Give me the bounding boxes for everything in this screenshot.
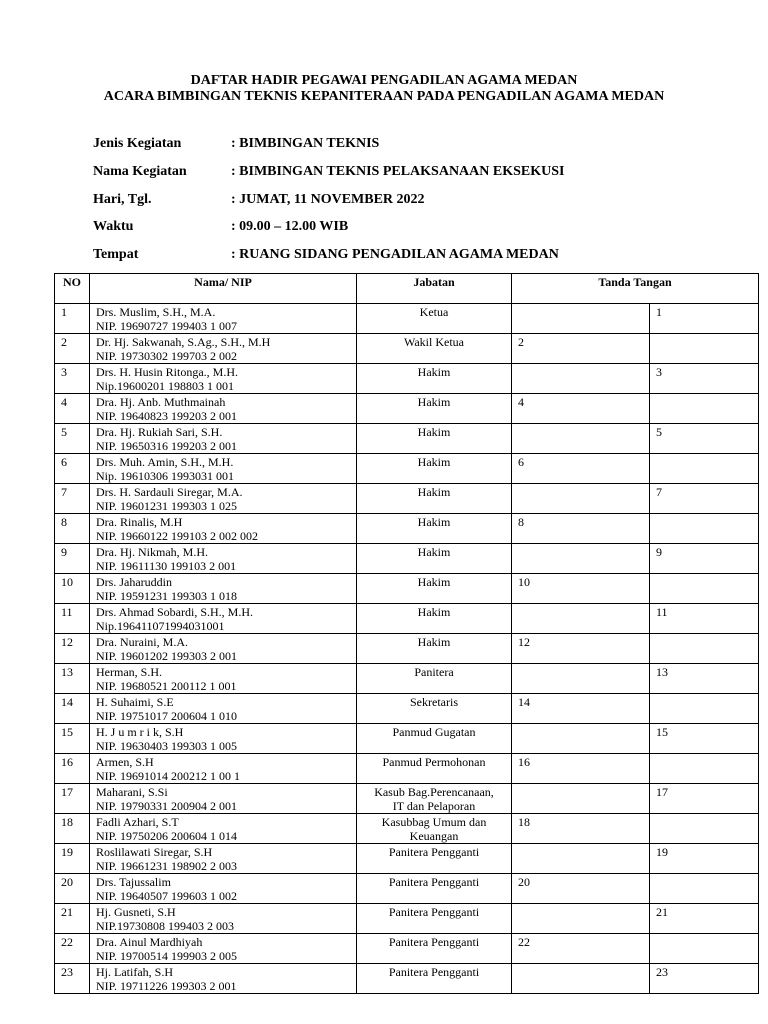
row-number: 21 — [55, 904, 90, 934]
name-nip-cell — [90, 784, 357, 814]
header-name: Nama/ NIP — [90, 274, 357, 304]
table-row — [55, 874, 759, 904]
signature-cell-right[interactable] — [650, 574, 759, 604]
name-nip-cell — [90, 694, 357, 724]
jabatan-cell: Hakim — [357, 424, 512, 454]
table-row — [55, 664, 759, 694]
employee-nip: NIP. 19660122 199103 2 002 002 — [96, 529, 259, 543]
row-number: 18 — [55, 814, 90, 844]
signature-cell-right[interactable] — [650, 874, 759, 904]
header-jabatan: Jabatan — [357, 274, 512, 304]
jabatan-cell: Hakim — [357, 634, 512, 664]
row-number: 5 — [55, 424, 90, 454]
table-row — [55, 424, 759, 454]
table-header-row — [55, 274, 759, 304]
info-label: Jenis Kegiatan — [93, 136, 182, 151]
jabatan-cell: Sekretaris — [357, 694, 512, 724]
signature-cell-left[interactable]: 20 — [512, 874, 650, 904]
employee-nip: NIP. 19611130 199103 2 001 — [96, 559, 237, 573]
employee-name: Drs. Jaharuddin — [96, 575, 172, 589]
employee-nip: NIP. 19691014 200212 1 00 1 — [96, 769, 241, 783]
signature-cell-left[interactable] — [512, 424, 650, 454]
jabatan-cell: Hakim — [357, 484, 512, 514]
row-number: 14 — [55, 694, 90, 724]
employee-nip: NIP. 19680521 200112 1 001 — [96, 679, 237, 693]
signature-cell-right[interactable]: 23 — [650, 964, 759, 994]
employee-nip: NIP. 19790331 200904 2 001 — [96, 799, 238, 813]
row-number: 19 — [55, 844, 90, 874]
table-row — [55, 454, 759, 484]
table-row — [55, 784, 759, 814]
signature-cell-right[interactable]: 13 — [650, 664, 759, 694]
signature-cell-left[interactable]: 6 — [512, 454, 650, 484]
info-label: Nama Kegiatan — [93, 164, 187, 179]
jabatan-cell: Ketua — [357, 304, 512, 334]
employee-name: Armen, S.H — [96, 755, 154, 769]
employee-name: Dra. Hj. Anb. Muthmainah — [96, 395, 226, 409]
signature-cell-left[interactable]: 10 — [512, 574, 650, 604]
info-label: Hari, Tgl. — [93, 192, 152, 207]
table-row — [55, 754, 759, 784]
table-row — [55, 604, 759, 634]
signature-cell-right[interactable]: 11 — [650, 604, 759, 634]
table-row — [55, 394, 759, 424]
employee-name: Roslilawati Siregar, S.H — [96, 845, 213, 859]
employee-name: Drs. Ahmad Sobardi, S.H., M.H. — [96, 605, 254, 619]
row-number: 20 — [55, 874, 90, 904]
employee-nip: Nip. 19610306 1993031 001 — [96, 469, 234, 483]
row-number: 6 — [55, 454, 90, 484]
name-nip-cell — [90, 664, 357, 694]
employee-nip: NIP. 19591231 199303 1 018 — [96, 589, 238, 603]
signature-cell-left[interactable]: 8 — [512, 514, 650, 544]
employee-nip: NIP. 19751017 200604 1 010 — [96, 709, 238, 723]
jabatan-cell: Panmud Gugatan — [357, 724, 512, 754]
jabatan-cell: Panitera Pengganti — [357, 934, 512, 964]
employee-name: Dra. Nuraini, M.A. — [96, 635, 188, 649]
signature-cell-left[interactable]: 4 — [512, 394, 650, 424]
signature-cell-right[interactable] — [650, 454, 759, 484]
employee-name: Drs. Muslim, S.H., M.A. — [96, 305, 216, 319]
employee-nip: NIP. 19711226 199303 2 001 — [96, 979, 237, 993]
signature-cell-left[interactable] — [512, 844, 650, 874]
name-nip-cell — [90, 364, 357, 394]
jabatan-cell: Panitera — [357, 664, 512, 694]
signature-cell-left[interactable] — [512, 904, 650, 934]
signature-cell-left[interactable] — [512, 604, 650, 634]
employee-nip: NIP. 19750206 200604 1 014 — [96, 829, 238, 843]
name-nip-cell — [90, 874, 357, 904]
table-row — [55, 514, 759, 544]
employee-name: Dra. Hj. Rukiah Sari, S.H. — [96, 425, 223, 439]
name-nip-cell — [90, 844, 357, 874]
signature-cell-right[interactable] — [650, 754, 759, 784]
row-number: 22 — [55, 934, 90, 964]
signature-cell-right[interactable]: 19 — [650, 844, 759, 874]
info-value: : BIMBINGAN TEKNIS PELAKSANAAN EKSEKUSI — [231, 164, 565, 179]
name-nip-cell — [90, 814, 357, 844]
info-value: : JUMAT, 11 NOVEMBER 2022 — [231, 192, 425, 207]
employee-name: Dra. Hj. Nikmah, M.H. — [96, 545, 208, 559]
signature-cell-left[interactable]: 16 — [512, 754, 650, 784]
employee-name: Dr. Hj. Sakwanah, S.Ag., S.H., M.H — [96, 335, 271, 349]
table-row — [55, 574, 759, 604]
table-row — [55, 724, 759, 754]
row-number: 7 — [55, 484, 90, 514]
signature-cell-left[interactable]: 22 — [512, 934, 650, 964]
signature-cell-left[interactable] — [512, 784, 650, 814]
name-nip-cell — [90, 724, 357, 754]
employee-nip: NIP. 19650316 199203 2 001 — [96, 439, 238, 453]
jabatan-cell: Hakim — [357, 364, 512, 394]
signature-cell-left[interactable] — [512, 364, 650, 394]
employee-nip: NIP. 19640823 199203 2 001 — [96, 409, 238, 423]
row-number: 10 — [55, 574, 90, 604]
document-title: DAFTAR HADIR PEGAWAI PENGADILAN AGAMA MEDAN — [190, 73, 578, 88]
table-row — [55, 934, 759, 964]
jabatan-cell: Kasubbag Umum dan Keuangan — [357, 814, 512, 844]
name-nip-cell — [90, 514, 357, 544]
signature-cell-left[interactable]: 12 — [512, 634, 650, 664]
signature-cell-left[interactable] — [512, 544, 650, 574]
table-body — [55, 304, 759, 994]
table-row — [55, 904, 759, 934]
employee-name: Fadli Azhari, S.T — [96, 815, 179, 829]
employee-nip: Nip.196411071994031001 — [96, 619, 225, 633]
jabatan-cell: Panmud Permohonan — [357, 754, 512, 784]
table-row — [55, 334, 759, 364]
signature-cell-left[interactable] — [512, 304, 650, 334]
jabatan-cell: Hakim — [357, 604, 512, 634]
name-nip-cell — [90, 604, 357, 634]
employee-nip: NIP. 19690727 199403 1 007 — [96, 319, 238, 333]
header-tanda-tangan: Tanda Tangan — [512, 274, 759, 304]
employee-name: Dra. Ainul Mardhiyah — [96, 935, 203, 949]
employee-name: Hj. Gusneti, S.H — [96, 905, 176, 919]
info-value: : RUANG SIDANG PENGADILAN AGAMA MEDAN — [231, 247, 559, 262]
jabatan-cell: Panitera Pengganti — [357, 904, 512, 934]
name-nip-cell — [90, 754, 357, 784]
signature-cell-left[interactable]: 2 — [512, 334, 650, 364]
name-nip-cell — [90, 904, 357, 934]
name-nip-cell — [90, 964, 357, 994]
employee-name: Drs. Tajussalim — [96, 875, 171, 889]
jabatan-cell: Hakim — [357, 454, 512, 484]
row-number: 12 — [55, 634, 90, 664]
employee-name: Drs. H. Husin Ritonga., M.H. — [96, 365, 239, 379]
name-nip-cell — [90, 574, 357, 604]
table-row — [55, 964, 759, 994]
info-value: : BIMBINGAN TEKNIS — [231, 136, 380, 151]
signature-cell-right[interactable] — [650, 334, 759, 364]
signature-cell-right[interactable]: 1 — [650, 304, 759, 334]
signature-cell-right[interactable] — [650, 634, 759, 664]
employee-name: Hj. Latifah, S.H — [96, 965, 173, 979]
name-nip-cell — [90, 304, 357, 334]
row-number: 16 — [55, 754, 90, 784]
name-nip-cell — [90, 454, 357, 484]
signature-cell-right[interactable]: 15 — [650, 724, 759, 754]
table-row — [55, 484, 759, 514]
employee-name: H. J u m r i k, S.H — [96, 725, 184, 739]
jabatan-cell: Kasub Bag.Perencanaan, IT dan Pelaporan — [357, 784, 512, 814]
header-no: NO — [55, 274, 90, 304]
name-nip-cell — [90, 394, 357, 424]
jabatan-cell: Hakim — [357, 514, 512, 544]
table-row — [55, 364, 759, 394]
employee-name: Drs. H. Sardauli Siregar, M.A. — [96, 485, 243, 499]
row-number: 3 — [55, 364, 90, 394]
employee-nip: NIP. 19601231 199303 1 025 — [96, 499, 238, 513]
document-subtitle: ACARA BIMBINGAN TEKNIS KEPANITERAAN PADA PENGADILAN AGAMA MEDAN — [103, 89, 665, 104]
name-nip-cell — [90, 544, 357, 574]
info-label: Waktu — [93, 219, 134, 234]
signature-cell-right[interactable]: 17 — [650, 784, 759, 814]
employee-name: H. Suhaimi, S.E — [96, 695, 174, 709]
row-number: 15 — [55, 724, 90, 754]
name-nip-cell — [90, 934, 357, 964]
row-number: 9 — [55, 544, 90, 574]
employee-nip: NIP. 19630403 199303 1 005 — [96, 739, 238, 753]
signature-cell-right[interactable] — [650, 814, 759, 844]
name-nip-cell — [90, 424, 357, 454]
employee-nip: NIP. 19700514 199903 2 005 — [96, 949, 238, 963]
row-number: 13 — [55, 664, 90, 694]
table-row — [55, 814, 759, 844]
employee-nip: Nip.19600201 198803 1 001 — [96, 379, 234, 393]
row-number: 8 — [55, 514, 90, 544]
employee-name: Drs. Muh. Amin, S.H., M.H. — [96, 455, 234, 469]
employee-nip: NIP.19730808 199403 2 003 — [96, 919, 235, 933]
signature-cell-left[interactable] — [512, 484, 650, 514]
signature-cell-right[interactable] — [650, 694, 759, 724]
jabatan-cell: Panitera Pengganti — [357, 874, 512, 904]
info-label: Tempat — [93, 247, 139, 262]
jabatan-cell: Panitera Pengganti — [357, 964, 512, 994]
signature-cell-right[interactable] — [650, 394, 759, 424]
signature-cell-right[interactable] — [650, 934, 759, 964]
jabatan-cell: Hakim — [357, 394, 512, 424]
signature-cell-right[interactable]: 5 — [650, 424, 759, 454]
row-number: 17 — [55, 784, 90, 814]
employee-name: Herman, S.H. — [96, 665, 162, 679]
table-row — [55, 694, 759, 724]
table-row — [55, 304, 759, 334]
signature-cell-left[interactable]: 14 — [512, 694, 650, 724]
name-nip-cell — [90, 334, 357, 364]
employee-name: Dra. Rinalis, M.H — [96, 515, 183, 529]
employee-nip: NIP. 19601202 199303 2 001 — [96, 649, 238, 663]
employee-nip: NIP. 19661231 198902 2 003 — [96, 859, 238, 873]
table-row — [55, 544, 759, 574]
jabatan-cell: Panitera Pengganti — [357, 844, 512, 874]
table-row — [55, 844, 759, 874]
signature-cell-right[interactable]: 21 — [650, 904, 759, 934]
signature-cell-right[interactable] — [650, 514, 759, 544]
employee-nip: NIP. 19640507 199603 1 002 — [96, 889, 238, 903]
name-nip-cell — [90, 484, 357, 514]
signature-cell-right[interactable]: 3 — [650, 364, 759, 394]
attendance-table — [54, 273, 759, 994]
employee-name: Maharani, S.Si — [96, 785, 168, 799]
row-number: 11 — [55, 604, 90, 634]
name-nip-cell — [90, 634, 357, 664]
signature-cell-left[interactable] — [512, 724, 650, 754]
jabatan-cell: Wakil Ketua — [357, 334, 512, 364]
signature-cell-right[interactable]: 7 — [650, 484, 759, 514]
info-value: : 09.00 – 12.00 WIB — [231, 219, 349, 234]
signature-cell-right[interactable]: 9 — [650, 544, 759, 574]
row-number: 1 — [55, 304, 90, 334]
jabatan-cell: Hakim — [357, 574, 512, 604]
jabatan-cell: Hakim — [357, 544, 512, 574]
signature-cell-left[interactable] — [512, 964, 650, 994]
row-number: 2 — [55, 334, 90, 364]
signature-cell-left[interactable] — [512, 664, 650, 694]
table-row — [55, 634, 759, 664]
employee-nip: NIP. 19730302 199703 2 002 — [96, 349, 238, 363]
row-number: 23 — [55, 964, 90, 994]
row-number: 4 — [55, 394, 90, 424]
signature-cell-left[interactable]: 18 — [512, 814, 650, 844]
